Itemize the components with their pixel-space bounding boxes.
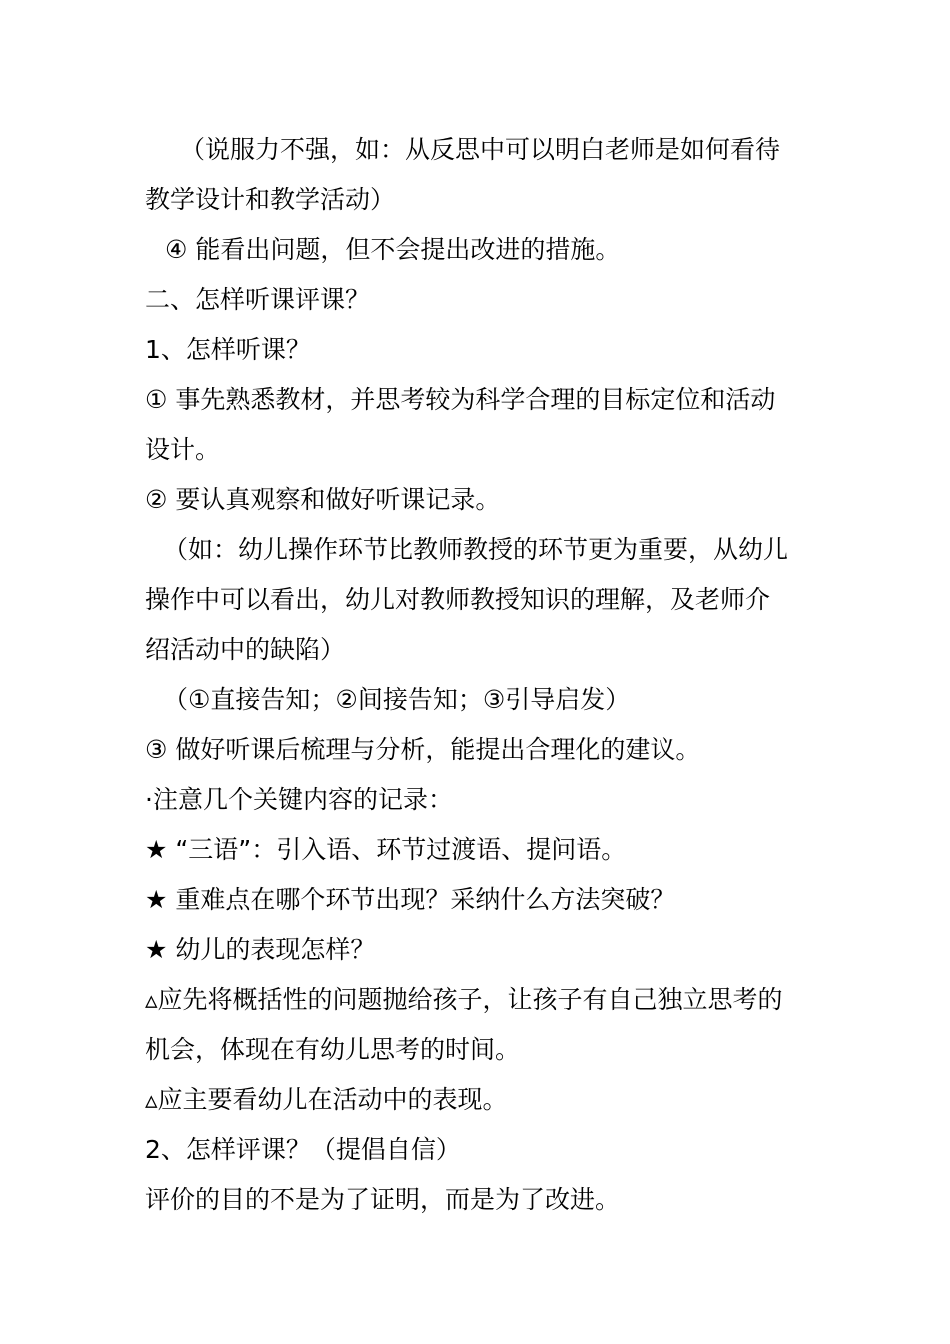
text-line-20: ▵应主要看幼儿在活动中的表现。 (145, 1085, 508, 1114)
text-line-16: ★ 重难点在哪个环节出现？采纳什么方法突破？ (145, 885, 676, 914)
text-line-13: ③ 做好听课后梳理与分析，能提出合理化的建议。 (145, 735, 701, 764)
text-line-7: 设计。 (145, 435, 221, 464)
text-line-11: 绍活动中的缺陷） (145, 635, 346, 664)
text-line-10: 操作中可以看出，幼儿对教师教授知识的理解，及老师介 (145, 585, 771, 614)
text-line-2: 教学设计和教学活动） (145, 185, 396, 214)
text-line-9: （如：幼儿操作环节比教师教授的环节更为重要，从幼儿 (163, 535, 789, 564)
text-line-14: ·注意几个关键内容的记录： (145, 785, 453, 814)
text-line-18: ▵应先将概括性的问题抛给孩子，让孩子有自己独立思考的 (145, 985, 783, 1014)
text-line-3: ④ 能看出问题，但不会提出改进的措施。 (165, 235, 621, 264)
text-line-17: ★ 幼儿的表现怎样？ (145, 935, 376, 964)
text-line-12: （①直接告知；②间接告知；③引导启发） (163, 685, 631, 714)
subsection-heading-2: 2、怎样评课？（提倡自信） (145, 1135, 461, 1164)
text-line-8: ② 要认真观察和做好听课记录。 (145, 485, 501, 514)
text-line-6: ① 事先熟悉教材，并思考较为科学合理的目标定位和活动 (145, 385, 776, 414)
text-line-19: 机会，体现在有幼儿思考的时间。 (145, 1035, 521, 1064)
section-heading-2: 二、怎样听课评课？ (145, 285, 371, 314)
text-line-1: （说服力不强，如：从反思中可以明白老师是如何看待 (180, 135, 781, 164)
text-line-15: ★ “三语”：引入语、环节过渡语、提问语。 (145, 835, 627, 864)
text-line-22: 评价的目的不是为了证明，而是为了改进。 (145, 1185, 621, 1214)
subsection-heading-1: 1、怎样听课？ (145, 335, 311, 364)
